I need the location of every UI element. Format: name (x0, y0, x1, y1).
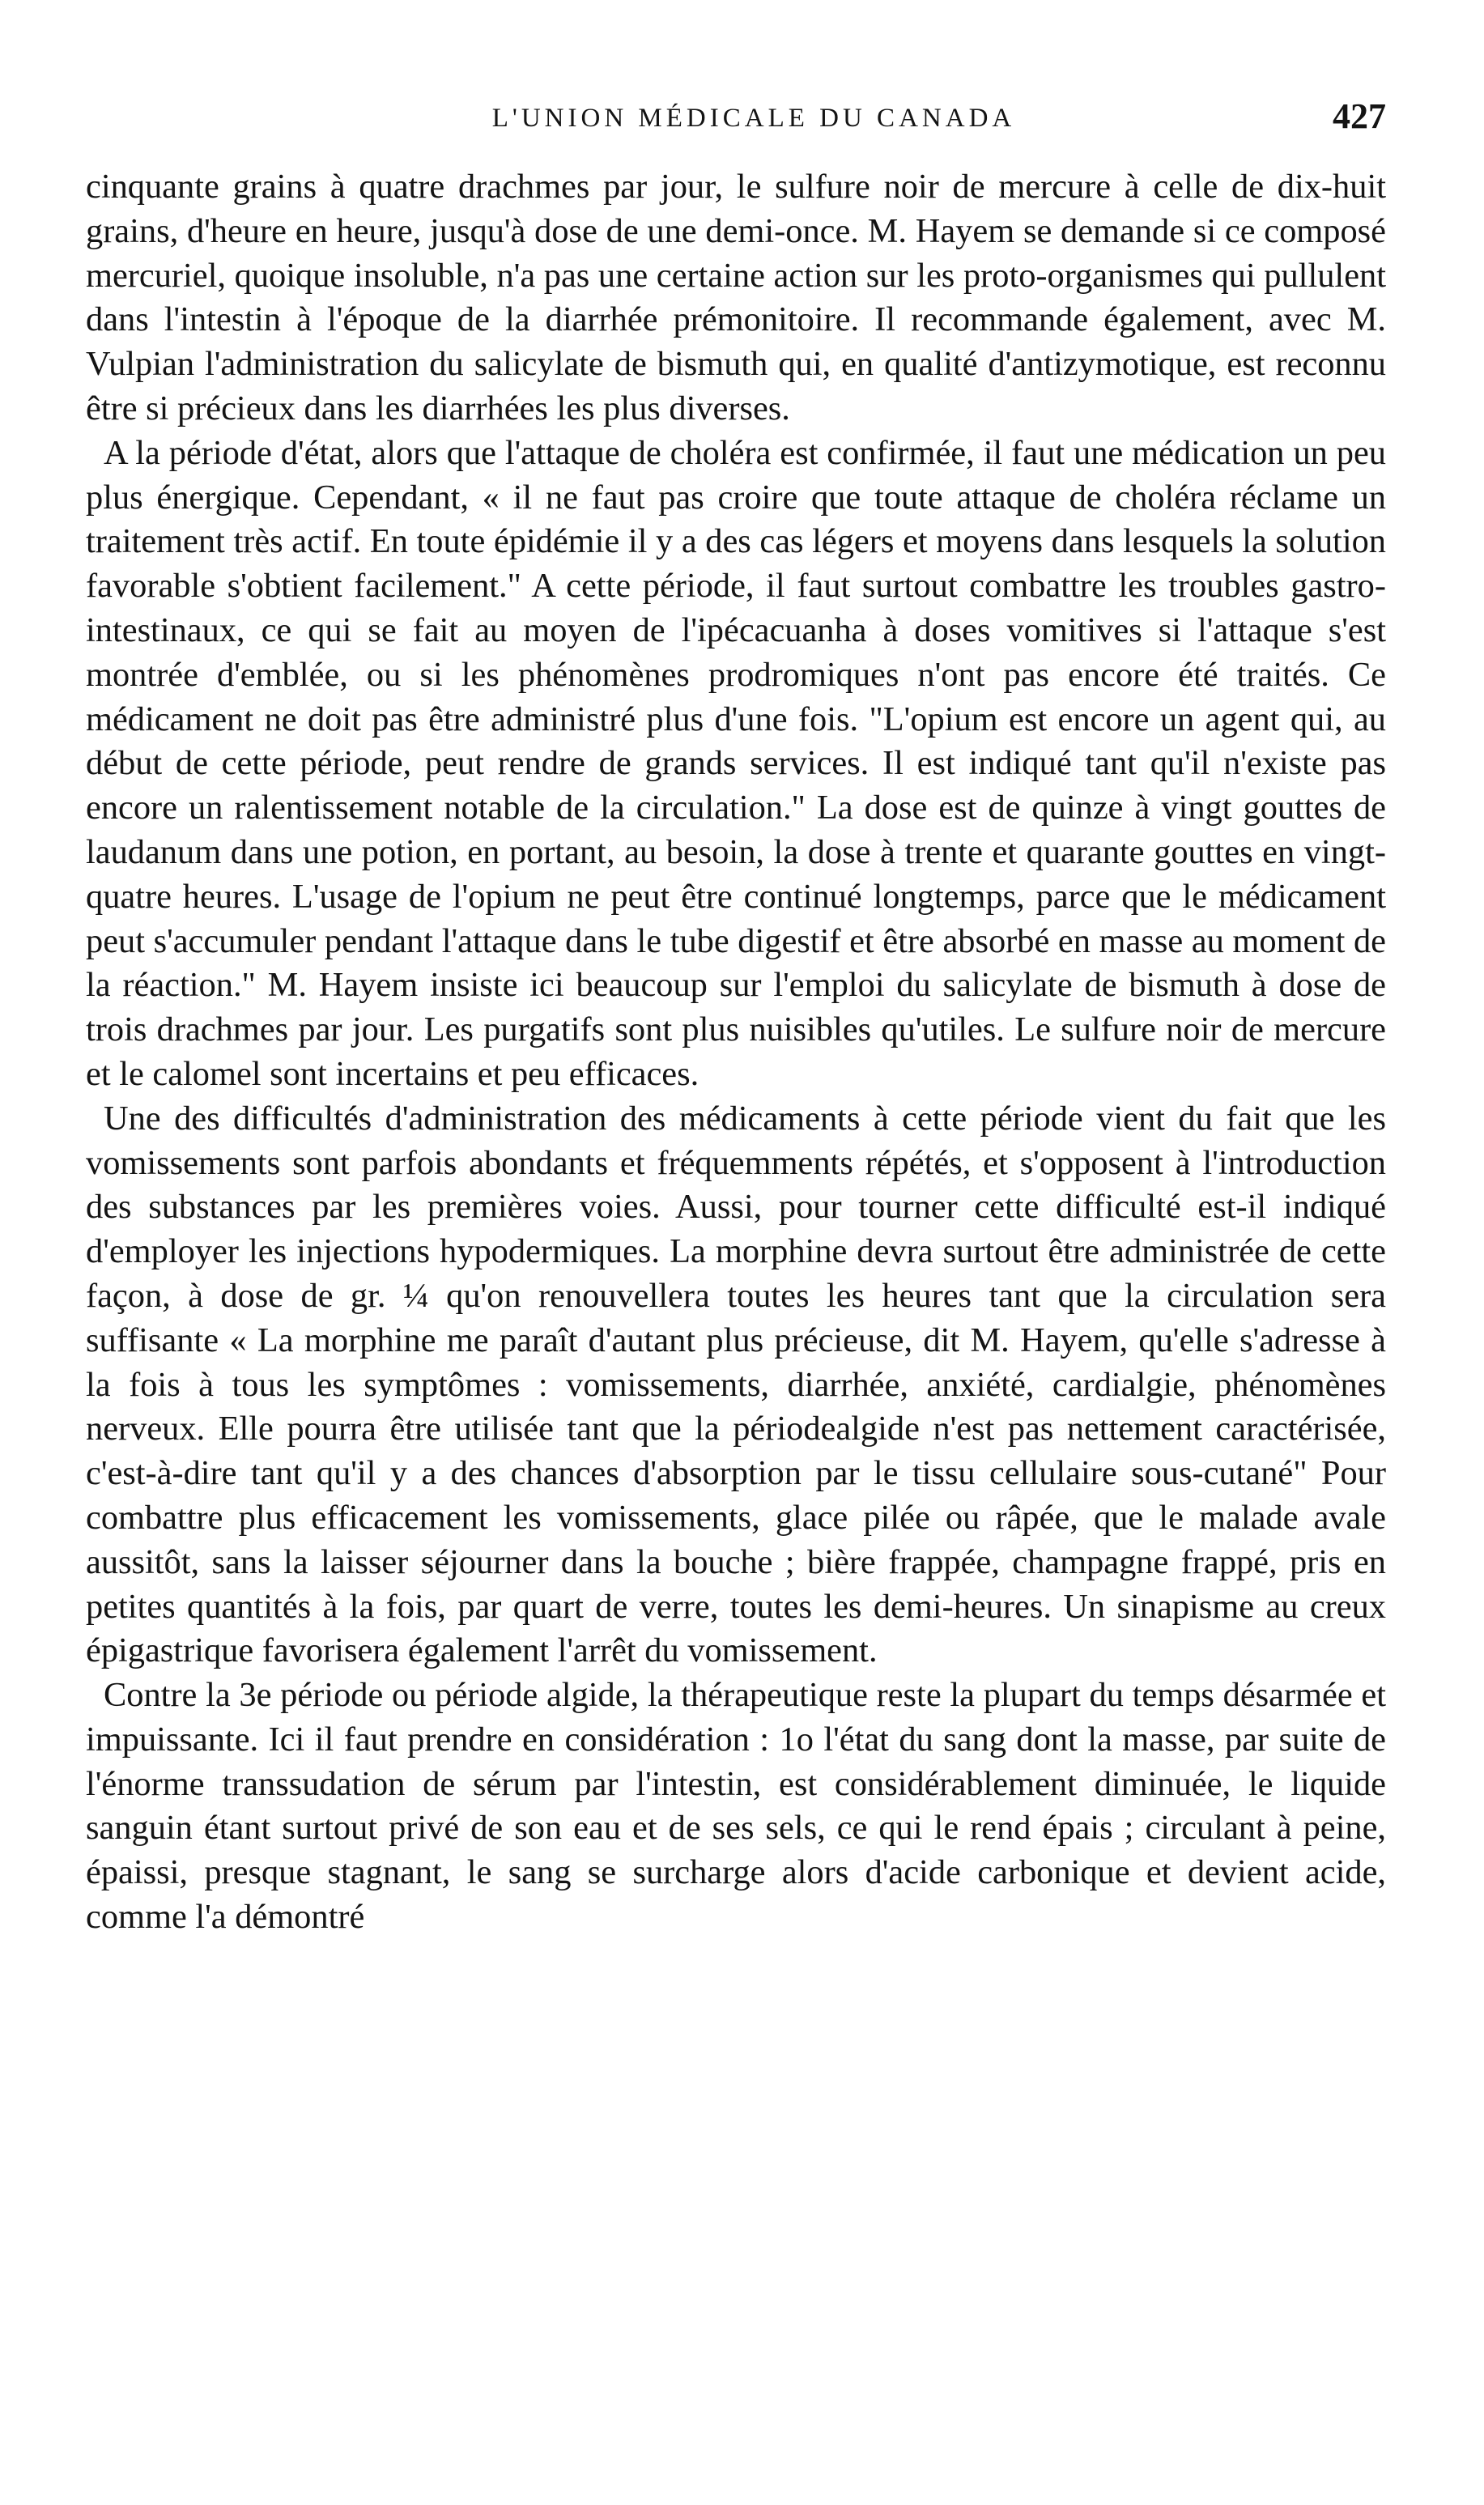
paragraph-4: Contre la 3e période ou période algide, la thérapeutique reste la plupart du temps désarmée et impuissante. Ici il faut prendre en considération : 1o l'état du sang dont la masse, par suite de l'énorme transsudation de sérum par l'intestin, est considérablement diminuée, le liquide sanguin étant surtout privé de son eau et de ses sels, ce qui le rend épais ; circulant à peine, épaissi, presque stagnant, le sang se surcharge alors d'acide carbonique et devient acide, comme l'a démontré (86, 1676, 1386, 1937)
paragraph-2: A la période d'état, alors que l'attaque de choléra est confirmée, il faut une médication un peu plus énergique. Cependant, « il ne faut pas croire que toute attaque de choléra réclame un traitement très actif. En toute épidémie il y a des cas légers et moyens dans lesquels la solution favorable s'obtient facilement." A cette période, il faut surtout combattre les troubles gastro-intestinaux, ce qui se fait au moyen de l'ipécacuanha à doses vomitives si l'attaque s'est montrée d'emblée, ou si les phénomènes prodromiques n'ont pas encore été traités. Ce médicament ne doit pas être administré plus d'une fois. "L'opium est encore un agent qui, au début de cette période, peut rendre de grands services. Il est indiqué tant qu'il n'existe pas encore un ralentissement notable de la circulation." La dose est de quinze à vingt gouttes de laudanum dans une potion, en portant, au besoin, la dose à trente et quarante gouttes en vingt-quatre heures. L'usage de l'opium ne peut être continué longtemps, parce que le médicament peut s'accumuler pendant l'attaque dans le tube digestif et être absorbé en masse au moment de la réaction." M. Hayem insiste ici beaucoup sur l'emploi du salicylate de bismuth à dose de trois drachmes par jour. Les purgatifs sont plus nuisibles qu'utiles. Le sulfure noir de mercure et le calomel sont incertains et peu efficaces. (86, 433, 1386, 1093)
body-text (86, 165, 1386, 1940)
page-number: 427 (1333, 96, 1386, 136)
journal-title: L'UNION MÉDICALE DU CANADA (491, 104, 1016, 133)
running-header (121, 96, 1386, 144)
paragraph-1: cinquante grains à quatre drachmes par jour, le sulfure noir de mercure à celle de dix-huit grains, d'heure en heure, jusqu'à dose de une demi-once. M. Hayem se demande si ce composé mercuriel, quoique insoluble, n'a pas une certaine action sur les proto-organismes qui pullulent dans l'intestin à l'époque de la diarrhée prémonitoire. Il recommande également, avec M. Vulpian l'administration du salicylate de bismuth qui, en qualité d'antizymotique, est reconnu être si précieux dans les diarrhées les plus diverses. (86, 168, 1386, 427)
paragraph-3: Une des difficultés d'administration des médicaments à cette période vient du fait que les vomissements sont parfois abondants et fréquemments répétés, et s'opposent à l'introduction des substances par les premières voies. Aussi, pour tourner cette difficulté est-il indiqué d'employer les injections hypodermiques. La morphine devra surtout être administrée de cette façon, à dose de gr. ¼ qu'on renouvellera toutes les heures tant que la circulation sera suffisante « La morphine me paraît d'autant plus précieuse, dit M. Hayem, qu'elle s'adresse à la fois à tous les symptômes : vomissements, diarrhée, anxiété, cardialgie, phénomènes nerveux. Elle pourra être utilisée tant que la périodealgide n'est pas nettement caractérisée, c'est-à-dire tant qu'il y a des chances d'absorption par le tissu cellulaire sous-cutané" Pour combattre plus efficacement les vomissements, glace pilée ou râpée, que le malade avale aussitôt, sans la laisser séjourner dans la bouche ; bière frappée, champagne frappé, pris en petites quantités à la fois, par quart de verre, toutes les demi-heures. Un sinapisme au creux épigastrique favorisera également l'arrêt du vomissement. (86, 1099, 1386, 1670)
